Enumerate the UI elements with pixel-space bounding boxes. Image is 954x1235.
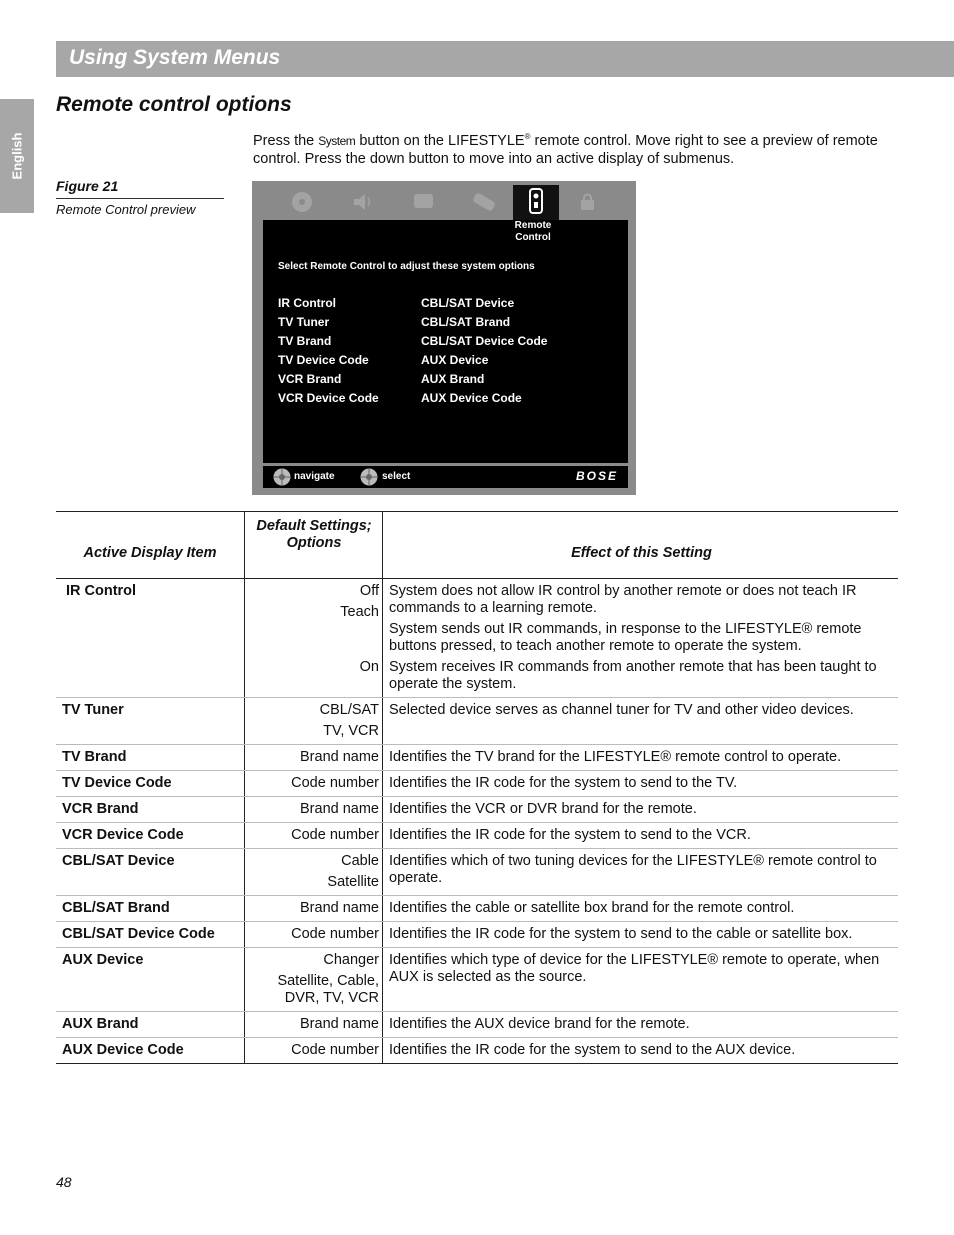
row-item: IR Control	[56, 579, 245, 698]
table-row	[56, 823, 898, 849]
header-default-settings: Default Settings; Options	[245, 512, 383, 579]
menu-prompt: Select Remote Control to adjust these system options	[278, 261, 535, 272]
row-effect: Identifies the IR code for the system to send to the TV.	[383, 771, 899, 797]
row-item: TV Tuner	[56, 698, 245, 745]
section-header-bar	[56, 41, 954, 77]
row-item: TV Device Code	[56, 771, 245, 797]
footer-navigate-label: navigate	[294, 471, 335, 482]
table-row	[56, 1038, 898, 1064]
remote-icon	[513, 185, 559, 221]
row-item: TV Brand	[56, 745, 245, 771]
row-effect: Identifies the AUX device brand for the remote.	[383, 1012, 899, 1038]
menu-item[interactable]: VCR Brand	[278, 372, 342, 386]
menu-item[interactable]: TV Tuner	[278, 315, 330, 329]
row-item: VCR Brand	[56, 797, 245, 823]
row-effect: Identifies the IR code for the system to send to the cable or satellite box.	[383, 922, 899, 948]
menu-item[interactable]: CBL/SAT Device Code	[421, 334, 548, 348]
table-row	[56, 896, 898, 922]
menu-item[interactable]: IR Control	[278, 296, 336, 310]
menu-item[interactable]: AUX Brand	[421, 372, 485, 386]
table-row	[56, 922, 898, 948]
system-key-label: System	[318, 133, 356, 148]
row-effect: Identifies the IR code for the system to send to the AUX device.	[383, 1038, 899, 1064]
remote-control-tab-active[interactable]	[513, 185, 559, 221]
disc-icon	[290, 191, 314, 211]
lock-icon	[578, 191, 602, 211]
row-options: Brand name	[245, 896, 383, 922]
menu-item[interactable]: AUX Device Code	[421, 391, 522, 405]
menu-column-right	[421, 294, 547, 408]
active-tab-label: Remote Control	[514, 220, 552, 243]
row-options: Brand name	[245, 797, 383, 823]
header-effect: Effect of this Setting	[383, 512, 899, 579]
row-options: Code number	[245, 1038, 383, 1064]
menu-panel	[263, 220, 628, 463]
menu-item[interactable]: TV Brand	[278, 334, 332, 348]
menu-item[interactable]: CBL/SAT Device	[421, 296, 515, 310]
row-item: CBL/SAT Device Code	[56, 922, 245, 948]
row-item: AUX Brand	[56, 1012, 245, 1038]
table-row	[56, 579, 898, 698]
row-item: CBL/SAT Device	[56, 849, 245, 896]
row-options: Code number	[245, 771, 383, 797]
row-options: CBL/SAT TV, VCR	[245, 698, 383, 745]
row-effect: Identifies which type of device for the LIFESTYLE® remote to operate, when AUX is selected as the source.	[383, 948, 899, 1012]
menu-column-left	[278, 294, 379, 408]
row-options: Code number	[245, 922, 383, 948]
row-item: CBL/SAT Brand	[56, 896, 245, 922]
row-effect: System does not allow IR control by another remote or does not teach IR commands to a learning remote. System sends out IR commands, in response to the LIFESTYLE® remote buttons pressed, to teach another remote to operate the system. System receives IR commands from another remote that has been taught to operate the system.	[383, 579, 899, 698]
bose-logo: BOSE	[575, 469, 618, 483]
row-options: Off Teach On	[245, 579, 383, 698]
row-effect: Identifies the TV brand for the LIFESTYLE® remote control to operate.	[383, 745, 899, 771]
figure-caption: Remote Control preview	[56, 202, 196, 217]
table-row	[56, 698, 898, 745]
screen-footer	[263, 466, 628, 488]
select-pad-icon	[359, 468, 379, 486]
row-options: Brand name	[245, 745, 383, 771]
page-number: 48	[56, 1174, 72, 1190]
table-row	[56, 797, 898, 823]
section-title: Using System Menus	[69, 46, 281, 69]
language-tab-label: English	[9, 132, 25, 180]
menu-item[interactable]: VCR Device Code	[278, 391, 379, 405]
row-effect: Identifies the IR code for the system to send to the VCR.	[383, 823, 899, 849]
page-heading: Remote control options	[56, 93, 292, 116]
menu-item[interactable]: AUX Device	[421, 353, 489, 367]
row-options: Brand name	[245, 1012, 383, 1038]
remote-control-preview-screen	[252, 181, 636, 495]
figure-label: Figure 21	[56, 178, 224, 199]
settings-table	[56, 511, 898, 1064]
menu-item[interactable]: CBL/SAT Brand	[421, 315, 511, 329]
table-row	[56, 948, 898, 1012]
row-item: AUX Device	[56, 948, 245, 1012]
row-effect: Identifies the VCR or DVR brand for the remote.	[383, 797, 899, 823]
language-tab	[0, 99, 34, 213]
header-active-display-item: Active Display Item	[56, 512, 245, 579]
table-header-row	[56, 512, 898, 579]
row-options: Changer Satellite, Cable, DVR, TV, VCR	[245, 948, 383, 1012]
cassette-icon	[469, 191, 493, 211]
intro-paragraph: Press the System button on the LIFESTYLE® remote control. Move right to see a preview of remote control. Press the down button to move into an active display of submenus.	[253, 132, 878, 167]
row-item: AUX Device Code	[56, 1038, 245, 1064]
row-options: Cable Satellite	[245, 849, 383, 896]
table-row	[56, 1012, 898, 1038]
table-row	[56, 771, 898, 797]
row-effect: Selected device serves as channel tuner for TV and other video devices.	[383, 698, 899, 745]
menu-item[interactable]: TV Device Code	[278, 353, 369, 367]
row-effect: Identifies the cable or satellite box brand for the remote control.	[383, 896, 899, 922]
tv-icon	[412, 191, 436, 211]
row-effect: Identifies which of two tuning devices for the LIFESTYLE® remote control to operate.	[383, 849, 899, 896]
row-item: VCR Device Code	[56, 823, 245, 849]
table-row	[56, 849, 898, 896]
row-options: Code number	[245, 823, 383, 849]
footer-select-label: select	[382, 471, 411, 482]
table-row	[56, 745, 898, 771]
speaker-icon	[351, 191, 375, 211]
navigate-pad-icon	[272, 468, 292, 486]
